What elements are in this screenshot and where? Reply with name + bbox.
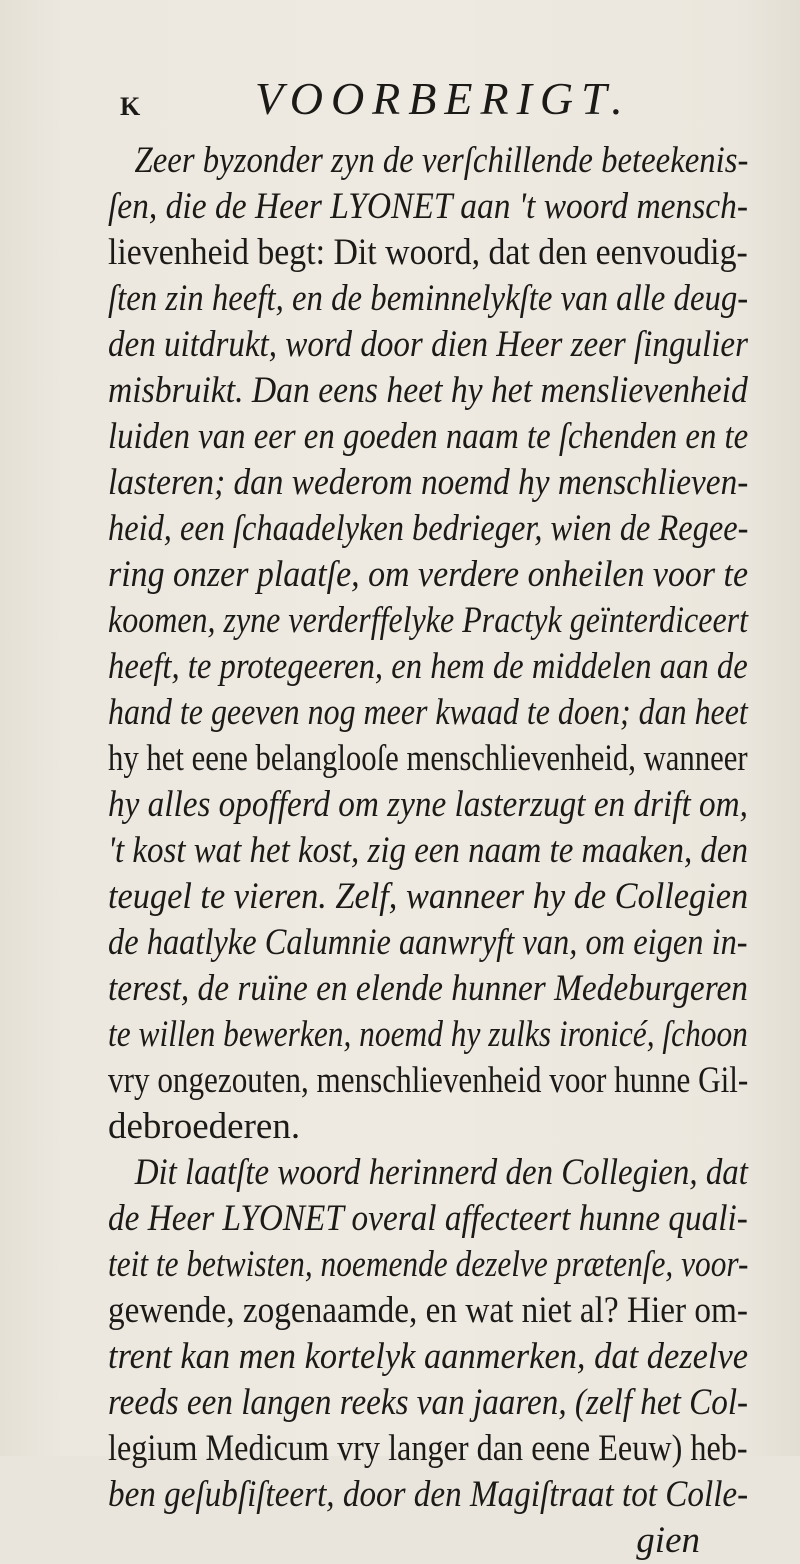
text-line: te willen bewerken, noemd hy zulks ironicé, ſchoon [108, 1014, 748, 1055]
body-text [108, 138, 748, 1564]
text-line: debroederen. [108, 1106, 301, 1147]
text-line: ſen, die de Heer LYONET aan 't woord mensch- [108, 186, 749, 227]
text-line: teit te betwisten, noemende dezelve prætenſe, voor- [108, 1244, 749, 1285]
text-line: de haatlyke Calumnie aanwryft van, om eigen in- [108, 922, 748, 963]
text-line: 't kost wat het kost, zig een naam te maaken, den [108, 830, 748, 871]
text-line: heeft, te protegeeren, en hem de middelen aan de [108, 646, 748, 687]
text-line: luiden van eer en goeden naam te ſchenden en te [108, 416, 749, 457]
text-line: reeds een langen reeks van jaaren, (zelf het Col- [108, 1382, 749, 1423]
text-line: misbruikt. Dan eens heet hy het menslievenheid [108, 370, 748, 411]
text-line: gewende, zogenaamde, en wat niet al? Hier om- [108, 1290, 748, 1331]
text-line: heid, een ſchaadelyken bedrieger, wien de Regee- [108, 508, 749, 549]
text-line: ſten zin heeft, en de beminnelykſte van alle deug- [108, 278, 749, 319]
text-line: vry ongezouten, menschlievenheid voor hunne Gil- [108, 1060, 749, 1101]
text-line: hand te geeven nog meer kwaad te doen; dan heet [108, 692, 748, 733]
text-line: trent kan men kortelyk aanmerken, dat dezelve [108, 1336, 749, 1377]
text-line: koomen, zyne verderffelyke Practyk geïnterdiceert [108, 600, 748, 641]
text-line: lievenheid begt: Dit woord, dat den eenvoudig- [108, 232, 748, 273]
text-line: hy alles opofferd om zyne lasterzugt en drift om, [108, 784, 748, 825]
text-line: ring onzer plaatſe, om verdere onheilen voor te [108, 554, 749, 595]
text-line: legium Medicum vry langer dan eene Eeuw) heb- [108, 1428, 748, 1469]
running-head: VOORBERIGT. [255, 73, 631, 124]
text-line: lasteren; dan wederom noemd hy menschlieven- [108, 462, 749, 503]
text-line: Dit laatſte woord herinnerd den Collegien, dat [134, 1152, 748, 1193]
text-line: den uitdrukt, word door dien Heer zeer ſingulier [108, 324, 748, 365]
text-line: de Heer LYONET overal affecteert hunne quali- [108, 1198, 748, 1239]
text-line: terest, de ruïne en elende hunner Medeburgeren [108, 968, 748, 1009]
text-line: teugel te vieren. Zelf, wanneer hy de Collegien [108, 876, 749, 917]
catchword: gien [636, 1520, 700, 1561]
text-line: hy het eene belanglooſe menschlievenheid, wanneer [108, 738, 748, 779]
text-line: ben geſubſiſteert, door den Magiſtraat tot Colle- [108, 1474, 749, 1515]
signature-mark: K [120, 92, 141, 121]
text-line: Zeer byzonder zyn de verſchillende beteekenis- [134, 140, 749, 181]
